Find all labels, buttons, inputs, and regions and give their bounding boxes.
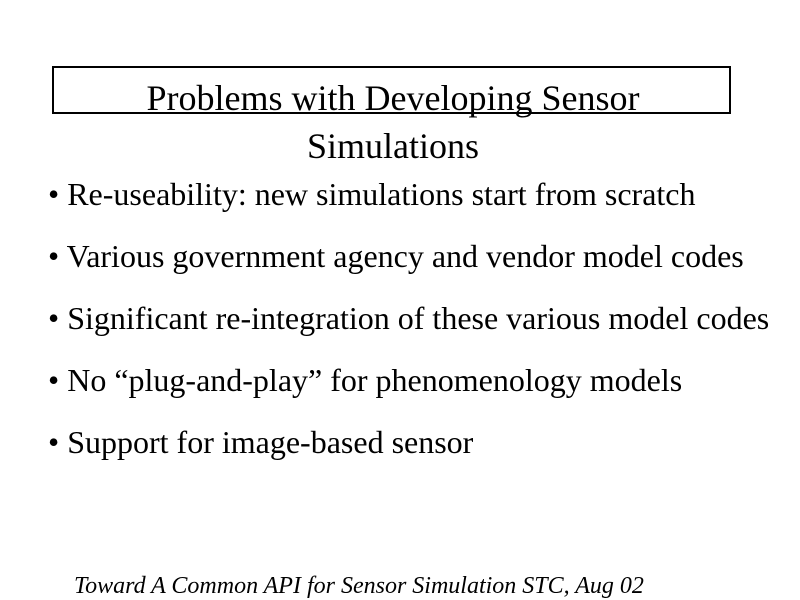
slide-title-line-2: Simulations [306,126,480,166]
bullet-item-plug-and-play: • No “plug-and-play” for phenomenology models [48,362,683,398]
bullet-item-reintegration: • Significant re-integration of these various model codes [48,300,770,336]
bullet-item-image-based: • Support for image-based sensor [48,424,474,460]
bullet-item-model-codes: • Various government agency and vendor model codes [48,238,744,274]
bullet-list [48,172,788,482]
slide-footer: Toward A Common API for Sensor Simulation STC, Aug 02 [74,573,644,599]
slide-title-line-1: Problems with Developing Sensor [146,78,640,118]
bullet-item-reusability: • Re-useability: new simulations start from scratch [48,176,696,212]
